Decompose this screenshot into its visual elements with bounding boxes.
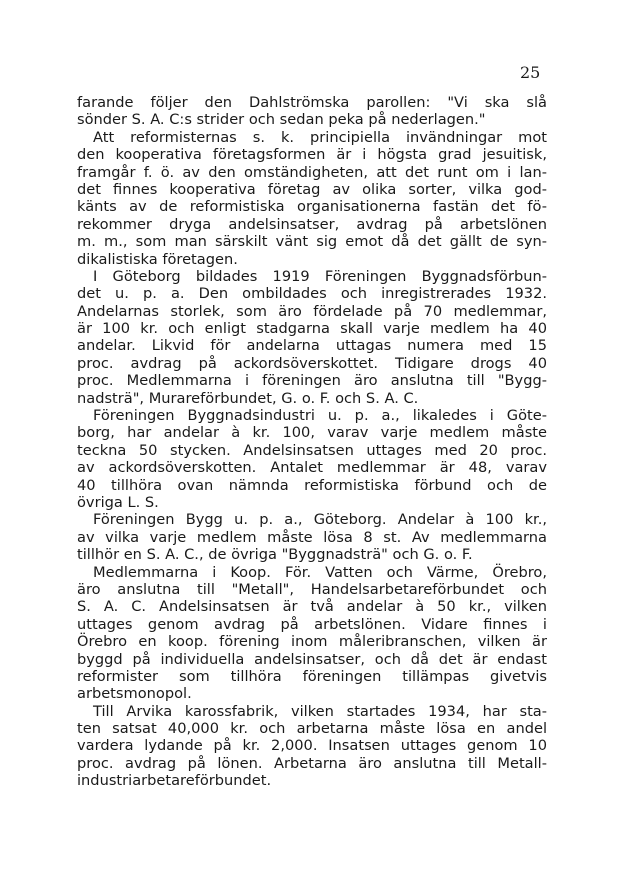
text-line: Till Arvika karossfabrik, vilken startades 1934, har sta- [93, 702, 547, 720]
text-line: I Göteborg bildades 1919 Föreningen Byggnadsförbun- [93, 267, 547, 285]
text-line: 40 tillhöra ovan nämnda reformistiska förbund och de [77, 476, 547, 494]
text-line: rekommer dryga andelsinsatser, avdrag på arbetslönen [77, 215, 547, 233]
text-line: proc. Medlemmarna i föreningen äro anslutna till "Bygg- [77, 372, 547, 390]
text-line: proc. avdrag på lönen. Arbetarna äro anslutna till Metall- [77, 754, 547, 772]
text-line: teckna 50 stycken. Andelsinsatsen uttages med 20 proc. [77, 441, 547, 459]
text-line: arbetsmonopol. [77, 685, 192, 703]
text-line: är 100 kr. och enligt stadgarna skall varje medlem ha 40 [77, 320, 547, 338]
text-line: det u. p. a. Den ombildades och inregistrerades 1932. [77, 285, 547, 303]
text-line: Föreningen Byggnadsindustri u. p. a., likaledes i Göte- [93, 407, 547, 425]
text-line: av vilka varje medlem måste lösa 8 st. Av medlemmarna [77, 528, 547, 546]
text-line: av ackordsöverskotten. Antalet medlemmar är 48, varav [77, 459, 547, 477]
text-line: övriga L. S. [77, 493, 159, 511]
text-line: den kooperativa företagsformen är i högsta grad jesuitisk, [77, 146, 547, 164]
text-line: dikalistiska företagen. [77, 250, 238, 268]
text-line: farande följer den Dahlströmska parollen: "Vi ska slå [77, 94, 547, 111]
text-line: uttages genom avdrag på arbetslönen. Vidare finnes i [77, 615, 547, 633]
text-line: Medlemmarna i Koop. För. Vatten och Värme, Örebro, [93, 563, 547, 581]
text-line: reformister som tillhöra föreningen tillämpas givetvis [77, 667, 547, 685]
text-line: ten satsat 40,000 kr. och arbetarna måste lösa en andel [77, 720, 547, 738]
text-line: S. A. C. Andelsinsatsen är två andelar à 50 kr., vilken [77, 598, 547, 616]
text-line: m. m., som man särskilt vänt sig emot då det gällt de syn- [77, 233, 547, 251]
page-number: 25 [520, 63, 541, 82]
text-line: nadsträ", Murareförbundet, G. o. F. och S. A. C. [77, 389, 419, 407]
text-line: Andelarnas storlek, som äro fördelade på 70 medlemmar, [77, 302, 547, 320]
text-line: industriarbetareförbundet. [77, 772, 272, 790]
text-line: känts av de reformistiska organisationerna fastän det fö- [77, 198, 547, 216]
text-line: andelar. Likvid för andelarna uttagas numera med 15 [77, 337, 547, 355]
text-line: framgår f. ö. av den omständigheten, att det runt om i lan- [77, 163, 547, 181]
text-line: tillhör en S. A. C., de övriga "Byggnadsträ" och G. o. F. [77, 546, 473, 564]
text-line: Att reformisternas s. k. principiella invändningar mot [93, 128, 547, 146]
text-line: sönder S. A. C:s strider och sedan peka på nederlagen." [77, 111, 486, 129]
text-line: det finnes kooperativa företag av olika sorter, vilka god- [77, 180, 547, 198]
text-line: äro anslutna till "Metall", Handelsarbetareförbundet och [77, 580, 547, 598]
text-line: byggd på individuella andelsinsatser, och då det är endast [77, 650, 547, 668]
text-line: Föreningen Bygg u. p. a., Göteborg. Andelar à 100 kr., [93, 511, 547, 529]
text-line: vardera lydande på kr. 2,000. Insatsen uttages genom 10 [77, 737, 547, 755]
text-line: borg, har andelar à kr. 100, varav varje medlem måste [77, 424, 547, 442]
text-line: Örebro en koop. förening inom måleribranschen, vilken är [77, 633, 547, 651]
body-text [77, 94, 547, 790]
text-line: proc. avdrag på ackordsöverskottet. Tidigare drogs 40 [77, 354, 547, 372]
